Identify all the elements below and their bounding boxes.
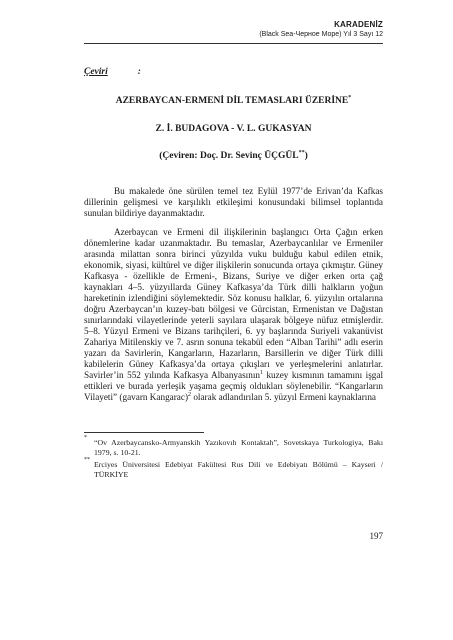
paragraph-2-part-3: olarak adlandırılan 5. yüzyıl Ermeni kaynaklarına bbox=[191, 392, 376, 402]
issue-info: (Black Sea-Черное Море) Yıl 3 Sayı 12 bbox=[259, 31, 383, 38]
article-title-text: AZERBAYCAN-ERMENİ DİL TEMASLARI ÜZERİNE bbox=[115, 96, 349, 106]
paragraph-1: Bu makalede öne sürülen temel tez Eylül 1977’de Erivan’da Kafkas dillerinin gelişmesi ve karşılıklı etkileşimi konusundaki bilimsel toplantıda sunulan bildiriye dayanmaktadır. bbox=[84, 186, 383, 218]
paragraph-2 bbox=[84, 227, 383, 403]
section-label bbox=[84, 67, 141, 77]
title-footnote-mark: * bbox=[348, 94, 352, 101]
footnotes bbox=[84, 435, 383, 482]
translator-close: ) bbox=[304, 151, 308, 161]
footnote-mark: * bbox=[84, 435, 87, 441]
footnote-rule bbox=[84, 432, 204, 433]
journal-title: KARADENİZ bbox=[334, 20, 383, 29]
paragraph-2-part-1: Azerbaycan ve Ermeni dil ilişkilerinin başlangıcı Orta Çağın erken dönemlerine kadar uzanmaktadır. Bu temaslar, Azerbaycanlılar ve Ermeniler arasında milattan sonra birinci yüzyılda vuku bulduğu kabul edilen etnik, ekonomik, siyasi, kültürel ve diğer ilişkilerin sonucunda ortaya çıkmıştır. Güney Kafkasya - özellikle de Ermeni-, Bizans, Suriye ve diğer erken orta çağ kaynakları 4–5. yüzyıllarda Güney Kafkasya’da Türk dilli halkların yoğun hareketinin izlendiğini söylemektedir. Söz konusu halklar, 6. yüzyılın ortalarına doğru Azerbaycan’ın kuzey-batı bölgesi ve Gürcistan, Ermenistan ve Dağıstan sınırlarındaki vilayetlerinde yeterli sayılara ulaşarak bölgeye nüfuz etmişlerdir. 5–8. Yüzyıl Ermeni ve Bizans tarihçileri, 6. yy başlarında Suriyeli vakanüvist Zahariya Mitilenskiy ve 7. asrın sonuna tekabül eden “Alban Tarihi” adlı eserin yazarı da Savirlerin, Kangarların, Hazarların, Barsillerin ve diğer Türk dilli kabilelerin Güney Kafkasya’da ortaya çıkışları ve yerleşmelerini anlatırlar. Savirler’in 552 yılında Kafkasya Albanyasının bbox=[84, 227, 383, 380]
footnote bbox=[84, 457, 383, 479]
footnote-text: “Ov Azerbaycansko-Armyanskih Yazıkovıh Kontaktah”, Sovetskaya Turkologiya, Bakı 1979, s. 10-21. bbox=[94, 438, 383, 457]
article-body bbox=[84, 186, 383, 411]
footnote-text: Erciyes Üniversitesi Edebiyat Fakültesi Rus Dili ve Edebiyatı Bölümü – Kayseri / TÜRKİYE bbox=[94, 460, 383, 479]
footnote-ref-1: 1 bbox=[259, 369, 263, 376]
footnote-mark: ** bbox=[84, 457, 90, 463]
translator-text: (Çeviren: Doç. Dr. Sevinç ÜÇGÜL bbox=[159, 151, 299, 161]
paragraph-2-part-2: kuzey kısmının tamamını işgal ettikleri ve burada yerleşik yaşama geçmiş oldukları söylenebilir. “Kangarların Vilayeti” (gavarn Kangarac) bbox=[84, 370, 384, 402]
article-title bbox=[84, 96, 383, 106]
page-number: 197 bbox=[369, 531, 383, 541]
footnote bbox=[84, 435, 383, 457]
section-label-text: Çeviri bbox=[84, 67, 108, 77]
article-authors: Z. İ. BUDAGOVA - V. L. GUKASYAN bbox=[155, 124, 312, 134]
footnote-ref-2: 2 bbox=[188, 391, 192, 398]
running-header bbox=[259, 20, 383, 38]
translator-footnote-mark: ** bbox=[298, 149, 305, 156]
section-label-colon: : bbox=[137, 67, 141, 77]
header-rule bbox=[84, 43, 383, 44]
translator-line bbox=[84, 151, 383, 161]
